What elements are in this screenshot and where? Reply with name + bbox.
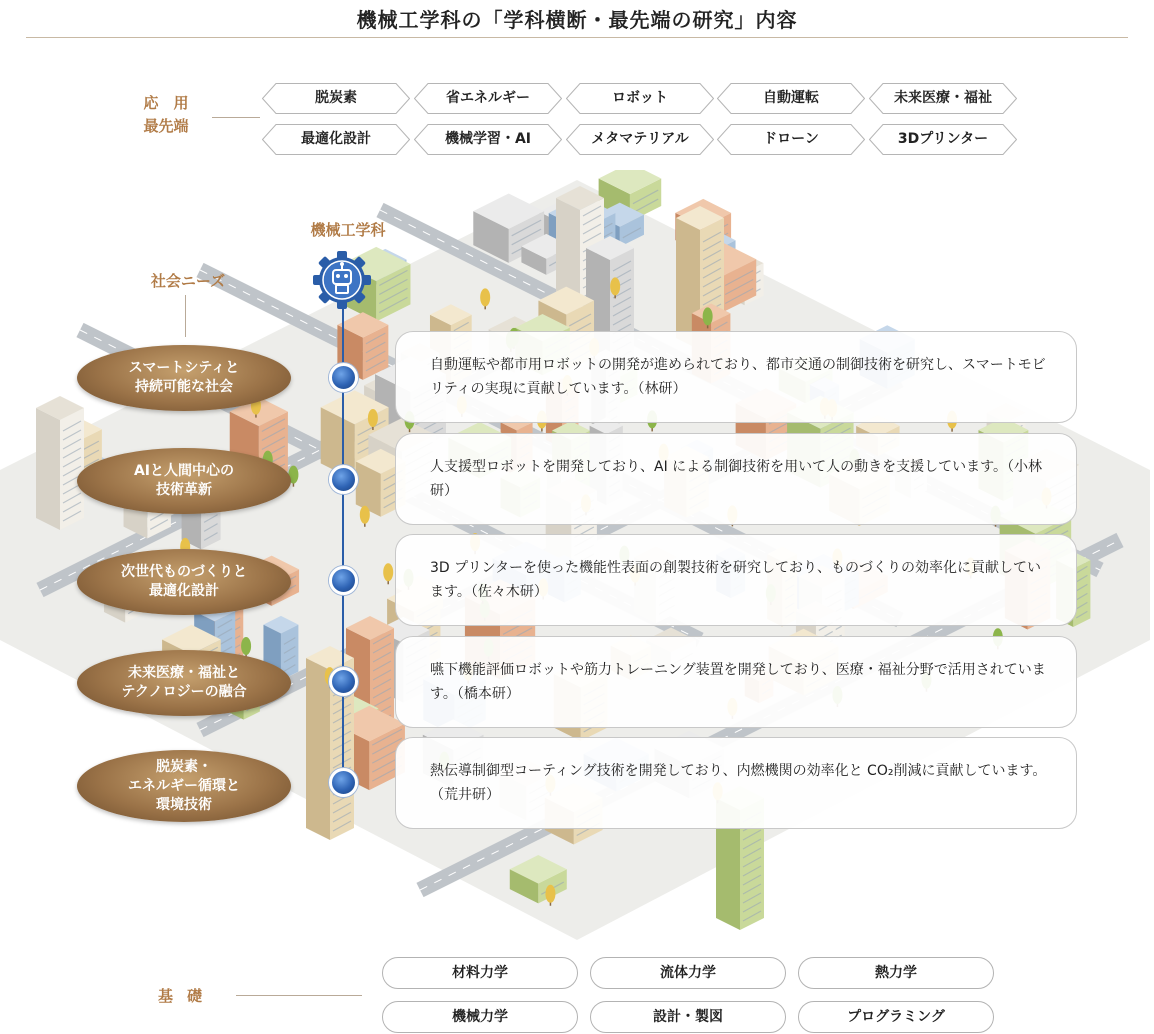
social-need-pill	[77, 549, 291, 615]
applied-tag	[869, 124, 1017, 155]
social-need-title: 次世代ものづくりと 最適化設計	[121, 564, 247, 599]
applied-tag	[566, 83, 714, 114]
foundation-subject-label: 材料力学	[452, 965, 508, 981]
social-need-pill	[77, 650, 291, 716]
applied-tag-label: 省エネルギー	[446, 90, 530, 106]
research-description-card	[395, 433, 1077, 525]
research-description-text: 嚥下機能評価ロボットや筋力トレーニング装置を開発しており、医療・福祉分野で活用されています。（橋本研）	[430, 662, 1046, 702]
foundation-subject-label: 流体力学	[660, 965, 716, 981]
social-need-pill	[77, 345, 291, 411]
title-divider	[26, 37, 1128, 38]
social-need-pill	[77, 750, 291, 822]
timeline-node	[329, 768, 358, 797]
applied-label-line1: 応 用	[143, 94, 189, 112]
timeline-node	[329, 363, 358, 392]
research-description-text: 自動運転や都市用ロボットの開発が進められており、都市交通の制御技術を研究し、スマートモビリティの実現に貢献しています。（林研）	[430, 357, 1046, 397]
social-need-pill	[77, 448, 291, 514]
foundation-subject	[590, 957, 786, 989]
applied-label-line2: 最先端	[143, 117, 189, 135]
applied-tag-label: 3Dプリンター	[897, 131, 989, 147]
applied-tag	[262, 124, 410, 155]
page-title: 機械工学科の「学科横断・最先端の研究」内容	[356, 8, 798, 32]
timeline-node	[329, 465, 358, 494]
applied-tag-label: メタマテリアル	[591, 131, 689, 147]
applied-tag	[717, 83, 865, 114]
research-description-card	[395, 737, 1077, 829]
foundation-subject	[382, 1001, 578, 1033]
social-need-title: AIと人間中心の 技術革新	[133, 463, 235, 498]
timeline-node	[329, 566, 358, 595]
applied-tag-label: ロボット	[612, 90, 668, 106]
foundation-subject-label: 設計・製図	[653, 1009, 723, 1025]
applied-tag	[566, 124, 714, 155]
applied-tag	[717, 124, 865, 155]
applied-tag-label: 未来医療・福祉	[894, 90, 992, 106]
social-need-title: スマートシティと 持続可能な社会	[128, 360, 240, 395]
social-need-title: 脱炭素・ エネルギー循環と 環境技術	[128, 758, 240, 813]
applied-connector-line	[212, 117, 260, 118]
research-description-text: 熱伝導制御型コーティング技術を開発しており、内燃機関の効率化と CO₂削減に貢献しています。（荒井研）	[430, 763, 1047, 803]
research-description-text: 3D プリンターを使った機能性表面の創製技術を研究しており、ものづくりの効率化に貢献しています。（佐々木研）	[430, 560, 1042, 600]
foundation-connector-line	[236, 995, 362, 996]
social-needs-label: 社会ニーズ	[150, 272, 226, 290]
applied-tag	[414, 124, 562, 155]
research-description-card	[395, 534, 1077, 626]
applied-section-label	[128, 92, 204, 138]
applied-tag-label: 脱炭素	[315, 90, 357, 106]
foundation-subject-label: プログラミング	[847, 1009, 945, 1025]
social-needs-connector	[185, 295, 186, 337]
applied-tag-label: 機械学習・AI	[444, 131, 532, 147]
foundation-subject-label: 熱力学	[875, 965, 917, 981]
foundation-subject	[798, 957, 994, 989]
timeline-node	[329, 667, 358, 696]
applied-tag	[869, 83, 1017, 114]
social-need-title: 未来医療・福祉と テクノロジーの融合	[121, 665, 247, 700]
foundation-section-label: 基礎	[158, 987, 217, 1005]
department-label: 機械工学科	[310, 221, 386, 239]
foundation-subject-label: 機械力学	[452, 1009, 508, 1025]
research-description-text: 人支援型ロボットを開発しており、AI による制御技術を用いて人の動きを支援しています。（小林研）	[430, 459, 1043, 499]
applied-tag	[262, 83, 410, 114]
applied-tag	[414, 83, 562, 114]
research-description-card	[395, 331, 1077, 423]
foundation-subject	[590, 1001, 786, 1033]
research-description-card	[395, 636, 1077, 728]
foundation-subject	[798, 1001, 994, 1033]
robot-gear-icon	[312, 250, 372, 310]
applied-tag-label: ドローン	[763, 131, 819, 147]
applied-tag-label: 最適化設計	[301, 131, 371, 147]
applied-tag-label: 自動運転	[763, 90, 819, 106]
foundation-subject	[382, 957, 578, 989]
